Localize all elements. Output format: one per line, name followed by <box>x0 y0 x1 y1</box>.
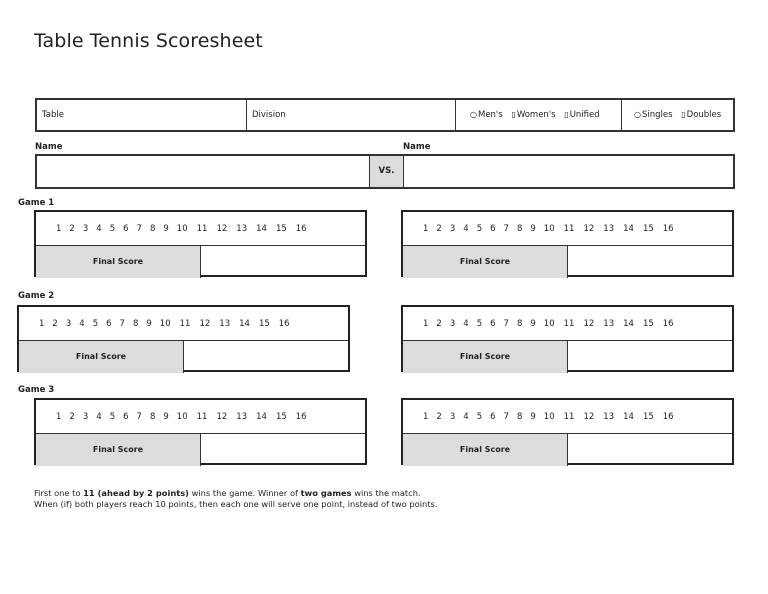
score-box-game-3-left <box>34 398 367 465</box>
point-number[interactable]: 6 <box>490 411 496 422</box>
point-number[interactable]: 10 <box>176 223 188 234</box>
point-number[interactable]: 10 <box>543 411 555 422</box>
point-number[interactable]: 7 <box>136 223 142 234</box>
player-name-left-field[interactable] <box>37 156 369 187</box>
point-number[interactable]: 11 <box>179 318 191 329</box>
rules-line-1: First one to 11 (ahead by 2 points) wins the game. Winner of two games wins the match. <box>34 488 421 498</box>
radio-icon: ○ <box>634 110 641 119</box>
point-number[interactable]: 2 <box>52 318 58 329</box>
format-options <box>622 100 733 130</box>
point-number[interactable]: 6 <box>490 223 496 234</box>
point-number[interactable]: 1 <box>423 223 429 234</box>
player-names-box <box>35 154 735 189</box>
point-number[interactable]: 16 <box>662 318 674 329</box>
point-number[interactable]: 12 <box>583 223 595 234</box>
point-number[interactable]: 6 <box>123 411 129 422</box>
point-number[interactable]: 1 <box>39 318 45 329</box>
point-number[interactable]: 2 <box>69 411 75 422</box>
point-number[interactable]: 9 <box>530 318 536 329</box>
point-number[interactable]: 7 <box>503 318 509 329</box>
point-number[interactable]: 14 <box>256 411 267 422</box>
point-number[interactable]: 3 <box>82 223 89 234</box>
point-number[interactable]: 2 <box>436 411 442 422</box>
point-number[interactable]: 5 <box>109 223 116 234</box>
point-number[interactable]: 13 <box>603 411 615 422</box>
final-score-label: Final Score <box>403 341 568 373</box>
final-score-field[interactable] <box>568 434 732 466</box>
point-number[interactable]: 11 <box>196 223 208 234</box>
point-number[interactable]: 4 <box>79 318 85 329</box>
player-name-right-field[interactable] <box>404 156 733 187</box>
score-box-game-1-right <box>401 210 734 277</box>
point-number[interactable]: 9 <box>163 223 169 234</box>
point-number[interactable]: 10 <box>159 318 171 329</box>
point-number[interactable]: 7 <box>119 318 125 329</box>
point-number[interactable]: 5 <box>476 318 483 329</box>
point-number[interactable]: 3 <box>449 223 456 234</box>
point-number[interactable]: 11 <box>196 411 208 422</box>
rules-footer <box>34 488 437 509</box>
point-number[interactable]: 4 <box>96 411 102 422</box>
game-label-3: Game 3 <box>18 385 55 395</box>
point-number[interactable]: 16 <box>295 223 307 234</box>
point-number[interactable]: 14 <box>623 411 634 422</box>
point-number[interactable]: 13 <box>236 411 248 422</box>
score-box-game-3-right <box>401 398 734 465</box>
score-box-game-1-left <box>34 210 367 277</box>
point-number[interactable]: 12 <box>216 223 228 234</box>
category-options <box>456 100 622 130</box>
match-info-box <box>35 98 735 132</box>
option-doubles[interactable]: ▯Doubles <box>681 110 722 120</box>
point-number[interactable]: 8 <box>132 318 139 329</box>
final-score-label: Final Score <box>403 434 568 466</box>
point-number[interactable]: 9 <box>146 318 152 329</box>
checkbox-icon: ▯ <box>511 110 516 119</box>
point-number[interactable]: 16 <box>278 318 290 329</box>
rules-line-2: When (if) both players reach 10 points, then each one will serve one point, instead of two points. <box>34 498 438 509</box>
point-number[interactable]: 8 <box>149 223 156 234</box>
point-number[interactable]: 7 <box>503 223 509 234</box>
point-number[interactable]: 12 <box>583 411 595 422</box>
division-label: Division <box>252 110 286 120</box>
point-number[interactable]: 15 <box>642 318 654 329</box>
checkbox-icon: ▯ <box>564 110 569 119</box>
point-number[interactable]: 13 <box>603 223 615 234</box>
game-label-1: Game 1 <box>18 198 55 208</box>
point-number[interactable]: 4 <box>463 223 469 234</box>
final-score-field[interactable] <box>568 246 732 278</box>
score-box-game-2-right <box>401 305 734 372</box>
point-number[interactable]: 6 <box>123 223 129 234</box>
point-number[interactable]: 1 <box>423 411 429 422</box>
table-label: Table <box>42 110 64 120</box>
point-number[interactable]: 11 <box>563 411 575 422</box>
point-number[interactable]: 7 <box>503 411 509 422</box>
point-number[interactable]: 10 <box>176 411 188 422</box>
point-tracker <box>36 400 365 434</box>
point-tracker <box>403 400 732 434</box>
option-singles[interactable]: ○Singles <box>634 110 673 120</box>
final-score-label: Final Score <box>36 246 201 278</box>
point-number[interactable]: 11 <box>563 318 575 329</box>
point-number[interactable]: 4 <box>96 223 102 234</box>
point-number[interactable]: 11 <box>563 223 575 234</box>
radio-icon: ○ <box>470 110 477 119</box>
point-number[interactable]: 16 <box>295 411 307 422</box>
point-number[interactable]: 3 <box>449 411 456 422</box>
point-number[interactable]: 4 <box>463 411 469 422</box>
point-number[interactable]: 3 <box>449 318 456 329</box>
point-number[interactable]: 5 <box>92 318 99 329</box>
point-number[interactable]: 9 <box>530 411 536 422</box>
final-score-label: Final Score <box>403 246 568 278</box>
point-number[interactable]: 5 <box>476 223 483 234</box>
point-number[interactable]: 6 <box>106 318 112 329</box>
game-label-2: Game 2 <box>18 291 55 301</box>
final-score-field[interactable] <box>568 341 732 373</box>
point-number[interactable]: 1 <box>423 318 429 329</box>
point-number[interactable]: 14 <box>256 223 267 234</box>
point-number[interactable]: 14 <box>239 318 250 329</box>
point-number[interactable]: 10 <box>543 223 555 234</box>
point-number[interactable]: 15 <box>642 411 654 422</box>
point-number[interactable]: 3 <box>65 318 72 329</box>
table-field[interactable] <box>37 100 247 130</box>
point-number[interactable]: 13 <box>236 223 248 234</box>
point-number[interactable]: 9 <box>163 411 169 422</box>
option-womens[interactable]: ▯Women's <box>511 110 556 120</box>
point-number[interactable]: 10 <box>543 318 555 329</box>
point-number[interactable]: 16 <box>662 223 674 234</box>
point-number[interactable]: 9 <box>530 223 536 234</box>
point-number[interactable]: 14 <box>623 223 634 234</box>
point-number[interactable]: 13 <box>603 318 615 329</box>
point-number[interactable]: 8 <box>149 411 156 422</box>
point-number[interactable]: 1 <box>56 411 62 422</box>
point-tracker <box>19 307 348 341</box>
point-number[interactable]: 15 <box>275 223 287 234</box>
page-title: Table Tennis Scoresheet <box>34 30 263 52</box>
name-label-left: Name <box>35 142 63 152</box>
final-score-field[interactable] <box>201 246 365 278</box>
point-number[interactable]: 13 <box>219 318 231 329</box>
point-number[interactable]: 1 <box>56 223 62 234</box>
point-number[interactable]: 15 <box>258 318 270 329</box>
point-number[interactable]: 12 <box>216 411 228 422</box>
point-number[interactable]: 16 <box>662 411 674 422</box>
option-mens[interactable]: ○Men's <box>470 110 503 120</box>
score-box-game-2-left <box>17 305 350 372</box>
final-score-label: Final Score <box>36 434 201 466</box>
division-field[interactable] <box>247 100 456 130</box>
point-number[interactable]: 12 <box>199 318 211 329</box>
final-score-label: Final Score <box>19 341 184 373</box>
point-number[interactable]: 5 <box>109 411 116 422</box>
point-tracker <box>36 212 365 246</box>
point-number[interactable]: 4 <box>463 318 469 329</box>
point-number[interactable]: 12 <box>583 318 595 329</box>
point-number[interactable]: 15 <box>642 223 654 234</box>
point-number[interactable]: 5 <box>476 411 483 422</box>
point-tracker <box>403 212 732 246</box>
point-number[interactable]: 2 <box>436 223 442 234</box>
point-number[interactable]: 8 <box>516 318 523 329</box>
point-number[interactable]: 8 <box>516 223 523 234</box>
point-number[interactable]: 8 <box>516 411 523 422</box>
vs-label: VS. <box>369 156 404 187</box>
point-number[interactable]: 7 <box>136 411 142 422</box>
name-label-right: Name <box>403 142 431 152</box>
point-number[interactable]: 15 <box>275 411 287 422</box>
final-score-field[interactable] <box>184 341 348 373</box>
point-number[interactable]: 2 <box>69 223 75 234</box>
point-tracker <box>403 307 732 341</box>
checkbox-icon: ▯ <box>681 110 686 119</box>
final-score-field[interactable] <box>201 434 365 466</box>
point-number[interactable]: 14 <box>623 318 634 329</box>
point-number[interactable]: 3 <box>82 411 89 422</box>
option-unified[interactable]: ▯Unified <box>564 110 600 120</box>
point-number[interactable]: 2 <box>436 318 442 329</box>
point-number[interactable]: 6 <box>490 318 496 329</box>
